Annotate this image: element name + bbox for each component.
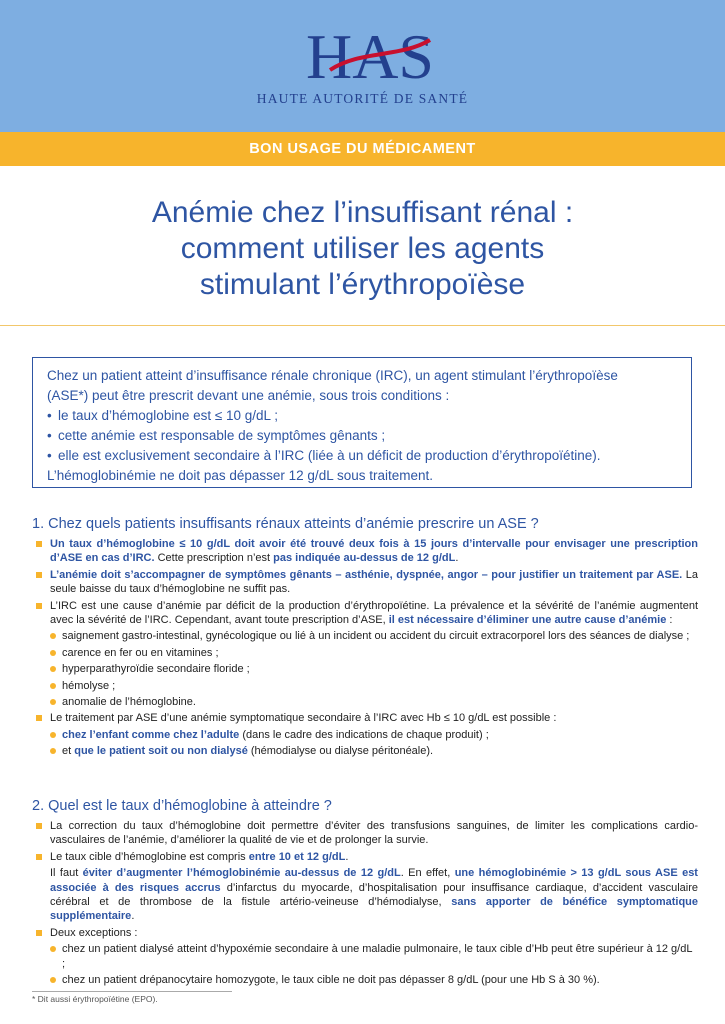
- footnote: * Dit aussi érythropoïétine (EPO).: [32, 994, 158, 1004]
- sub-item: hyperparathyroïdie secondaire floride ;: [48, 662, 698, 676]
- dot-bullet-icon: [50, 977, 56, 983]
- dot-bullet-icon: [50, 748, 56, 754]
- square-bullet-icon: [36, 715, 42, 721]
- header-band: [0, 0, 725, 132]
- summary-box: [32, 357, 692, 488]
- section-title: 1. Chez quels patients insuffisants rénaux atteints d’anémie prescrire un ASE ?: [32, 516, 539, 532]
- summary-bullet: • elle est exclusivement secondaire à l’IRC (liée à un déficit de production d’érythropoïétine).: [47, 448, 601, 463]
- title-line-3: stimulant l’érythropoïèse: [199, 268, 526, 301]
- list-item: L’IRC est une cause d’anémie par déficit de la production d’érythropoïétine. La prévalence et la sévérité de l’anémie augmentent avec la sévérité de l’IRC. Cependant, avant toute prescription d’ASE, il est nécessaire d’éliminer une autre cause d’anémie :: [32, 599, 698, 628]
- sub-item: anomalie de l’hémoglobine.: [48, 695, 698, 709]
- list-item: Deux exceptions :: [32, 926, 698, 940]
- square-bullet-icon: [36, 823, 42, 829]
- dot-bullet-icon: [50, 650, 56, 656]
- svg-text:HAS: HAS: [305, 21, 435, 90]
- section-1: [32, 514, 698, 761]
- dot-bullet-icon: [50, 732, 56, 738]
- sub-item: carence en fer ou en vitamines ;: [48, 646, 698, 660]
- section-title: 2. Quel est le taux d’hémoglobine à atteindre ?: [32, 798, 332, 814]
- list-item: Le taux cible d’hémoglobine est compris entre 10 et 12 g/dL. Il faut éviter d’augmenter l’hémoglobinémie au-dessus de 12 g/dL. En effet, une hémoglobinémie > 13 g/dL sous ASE est associée à des risques accrus d’infarctus du myocarde, d’hospitalisation pour insuffisance cardiaque, d’accident vasculaire cérébral et de thrombose de la fistule artério-veineuse d’hémodialyse, sans apporter de bénéfice symptomatique supplémentaire.: [32, 850, 698, 924]
- summary-closing: L’hémoglobinémie ne doit pas dépasser 12 g/dL sous traitement.: [47, 468, 433, 483]
- dot-bullet-icon: [50, 699, 56, 705]
- has-logo: [290, 20, 450, 90]
- page-title: [0, 195, 725, 303]
- sub-item: chez l’enfant comme chez l’adulte (dans le cadre des indications de chaque produit) ;: [48, 728, 698, 742]
- list-item: La correction du taux d’hémoglobine doit permettre d’éviter des transfusions sanguines, de limiter les complications cardio-vasculaires de l’anémie, d’améliorer la qualité de vie et de prolonger la survie.: [32, 819, 698, 848]
- summary-line: Chez un patient atteint d’insuffisance rénale chronique (IRC), un agent stimulant l’érythropoïèse: [47, 368, 618, 383]
- square-bullet-icon: [36, 930, 42, 936]
- organization-name: HAUTE AUTORITÉ DE SANTÉ: [256, 91, 469, 106]
- summary-line: (ASE*) peut être prescrit devant une anémie, sous trois conditions :: [47, 388, 450, 403]
- summary-bullet: • cette anémie est responsable de symptômes gênants ;: [47, 428, 386, 443]
- sub-item: saignement gastro-intestinal, gynécologique ou lié à un incident ou accident du circuit extracorporel lors des séances de dialyse ;: [48, 629, 698, 643]
- list-item: Un taux d’hémoglobine ≤ 10 g/dL doit avoir été trouvé deux fois à 15 jours d’intervalle pour envisager une prescription d’ASE en cas d’IRC. Cette prescription n’est pas indiquée au-dessus de 12 g/dL.: [32, 537, 698, 566]
- title-line-2: comment utiliser les agents: [180, 232, 545, 265]
- square-bullet-icon: [36, 603, 42, 609]
- footnote-divider: [32, 991, 232, 992]
- dot-bullet-icon: [50, 946, 56, 952]
- section-2: [32, 796, 698, 989]
- dot-bullet-icon: [50, 633, 56, 639]
- list-item: L’anémie doit s’accompagner de symptômes gênants – asthénie, dyspnée, angor – pour justifier un traitement par ASE. La seule baisse du taux d’hémoglobine ne suffit pas.: [32, 568, 698, 597]
- sub-item: chez un patient drépanocytaire homozygote, le taux cible ne doit pas dépasser 8 g/dL (pour une Hb S à 30 %).: [48, 973, 698, 987]
- square-bullet-icon: [36, 541, 42, 547]
- divider: [0, 325, 725, 326]
- sub-item: chez un patient dialysé atteint d’hypoxémie secondaire à une maladie pulmonaire, le taux cible d’Hb peut être supérieur à 12 g/dL ;: [48, 942, 698, 971]
- sub-item: hémolyse ;: [48, 679, 698, 693]
- dot-bullet-icon: [50, 683, 56, 689]
- sub-item: et que le patient soit ou non dialysé (hémodialyse ou dialyse péritonéale).: [48, 744, 698, 758]
- category-band: BON USAGE DU MÉDICAMENT: [0, 132, 725, 166]
- title-line-1: Anémie chez l’insuffisant rénal :: [151, 196, 574, 229]
- list-item: Le traitement par ASE d’une anémie symptomatique secondaire à l’IRC avec Hb ≤ 10 g/dL est possible :: [32, 711, 698, 725]
- dot-bullet-icon: [50, 666, 56, 672]
- paragraph: Il faut éviter d’augmenter l’hémoglobinémie au-dessus de 12 g/dL. En effet, une hémoglobinémie > 13 g/dL sous ASE est associée à des risques accrus d’infarctus du myocarde, d’hospitalisation pour insuffisance cardiaque, d’accident vasculaire cérébral et de thrombose de la fistule artério-veineuse d’hémodialyse, sans apporter de bénéfice symptomatique supplémentaire.: [50, 867, 698, 923]
- square-bullet-icon: [36, 572, 42, 578]
- square-bullet-icon: [36, 854, 42, 860]
- summary-bullet: • le taux d’hémoglobine est ≤ 10 g/dL ;: [47, 408, 279, 423]
